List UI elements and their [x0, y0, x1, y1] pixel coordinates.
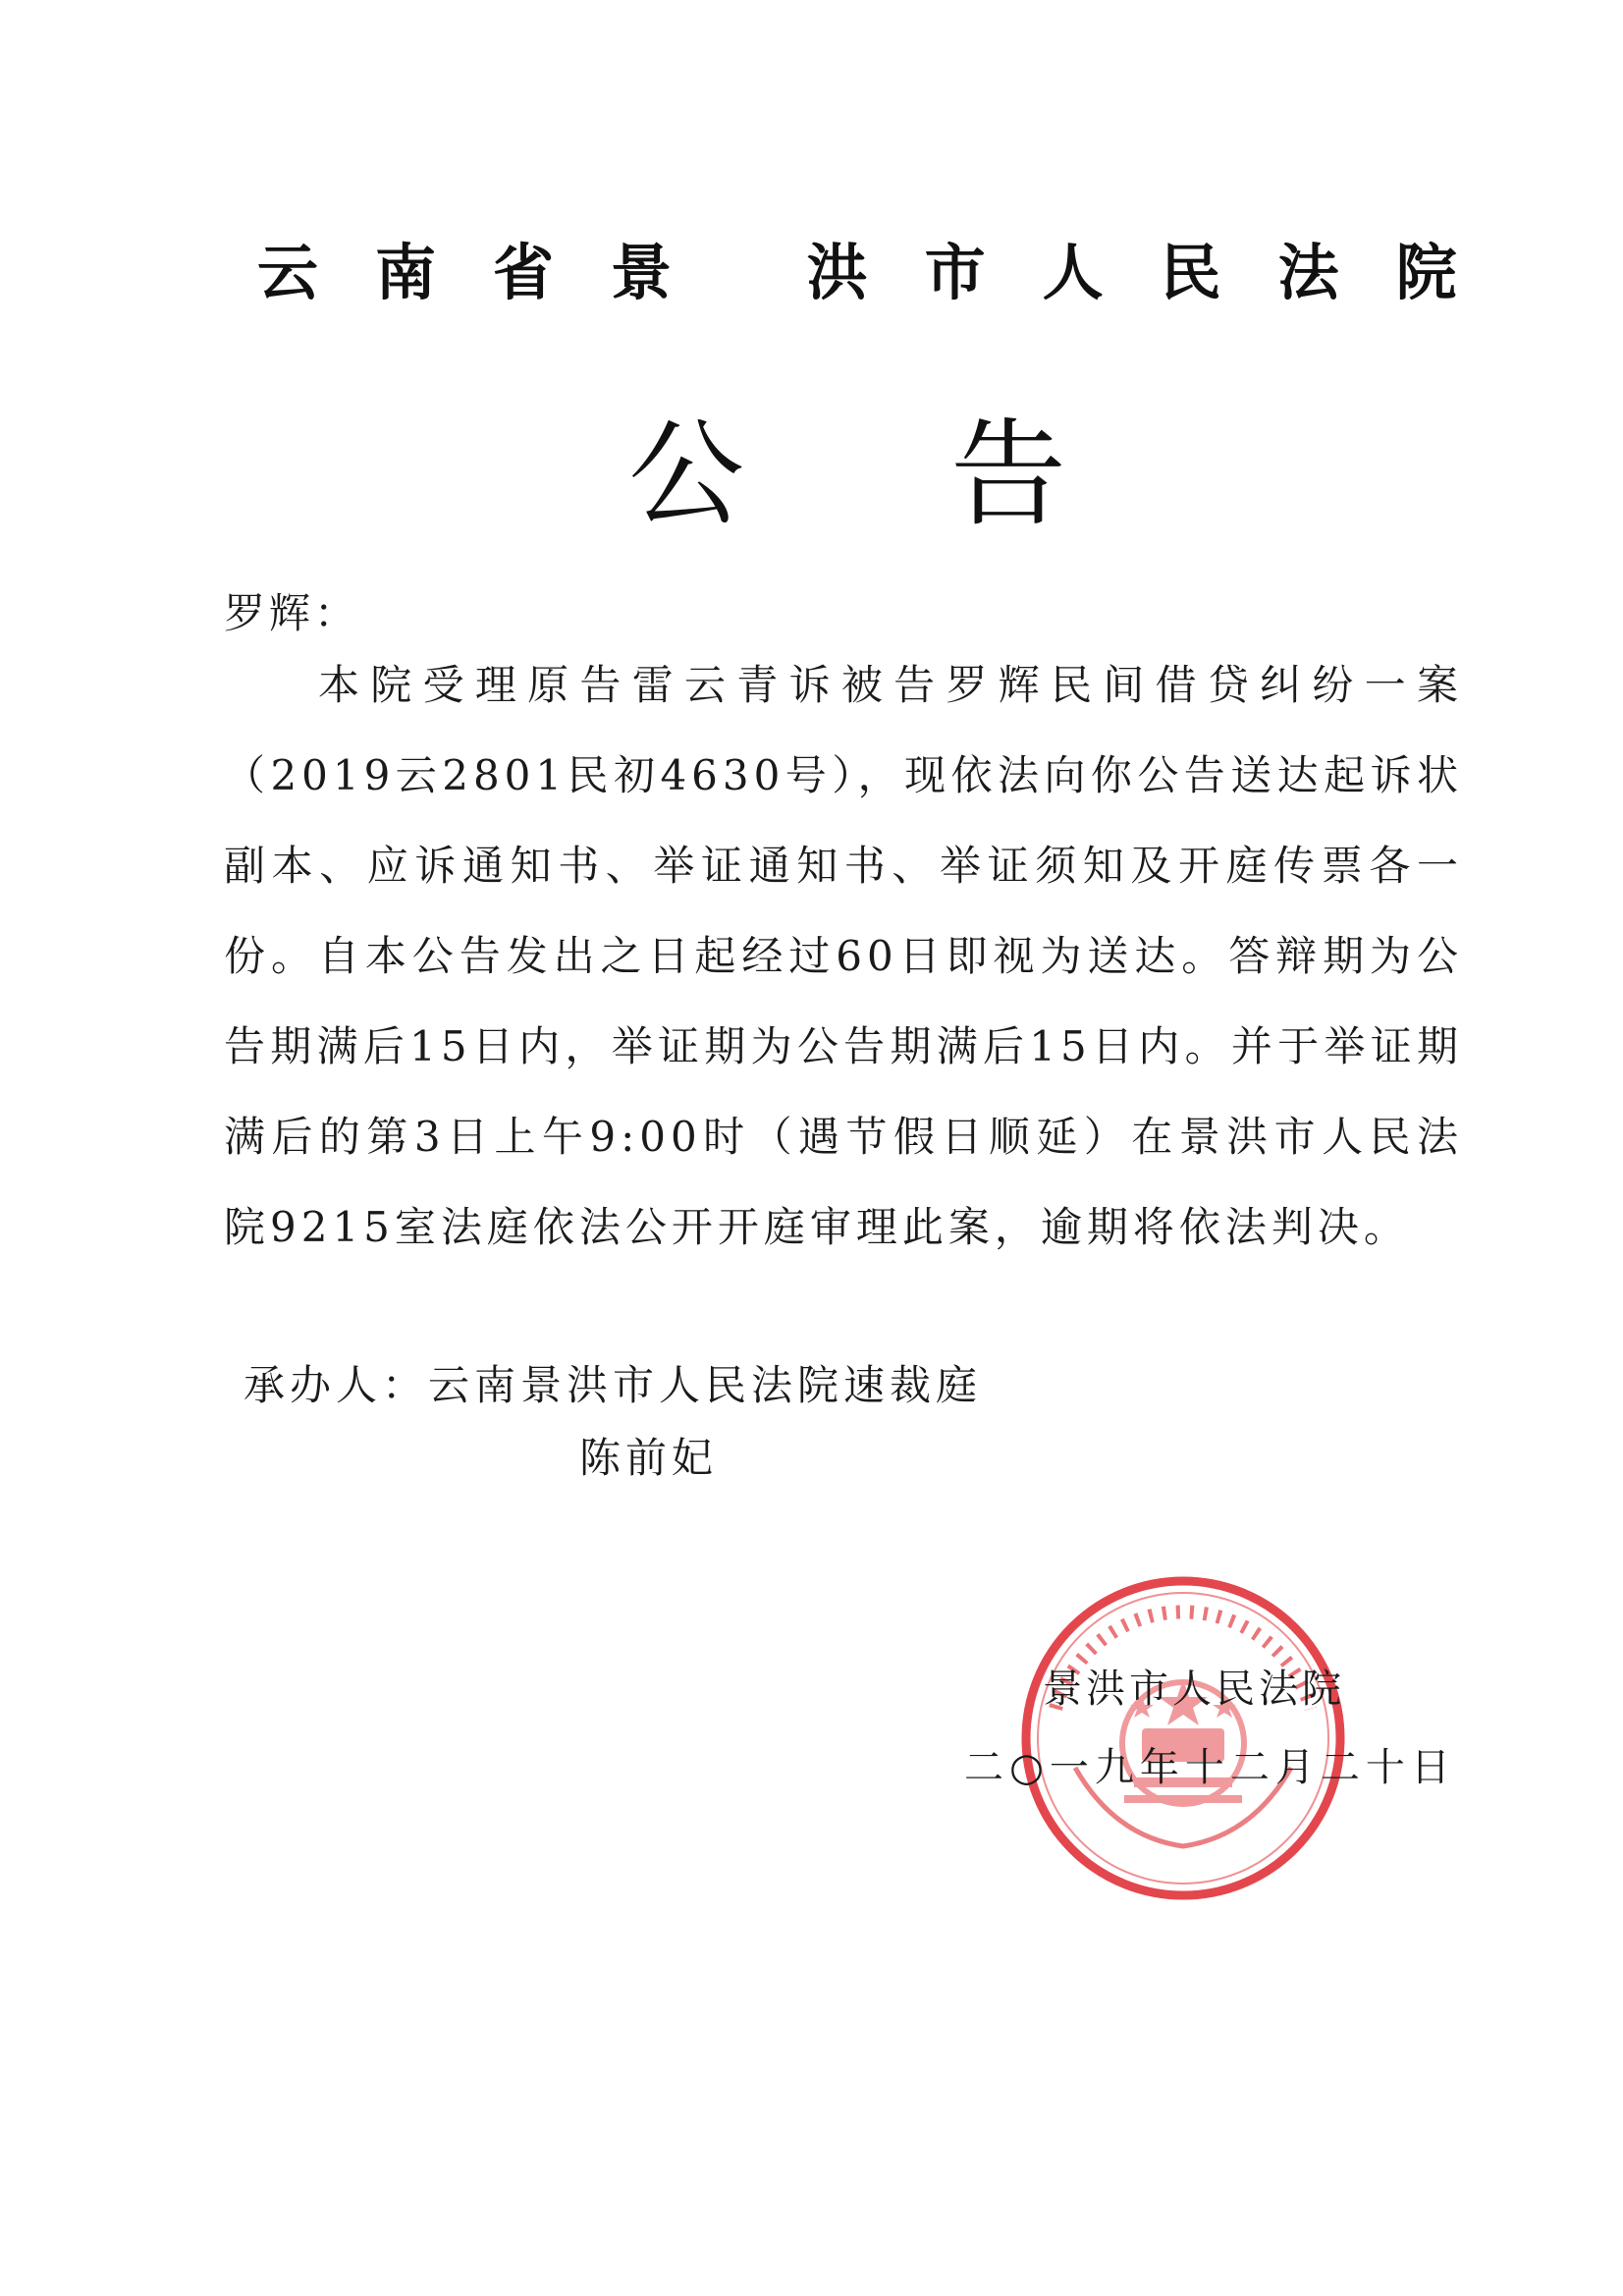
signature-court: 景洪市人民法院	[1043, 1667, 1345, 1712]
court-name-heading: 云南省景 洪市人民法院	[257, 237, 1514, 308]
notice-body: 本院受理原告雷云青诉被告罗辉民间借贷纠纷一案（2019云2801民初4630号），现依法向你公告送达起诉状副本、应诉通知书、举证通知书、举证须知及开庭传票各一份。自本公告发出之日起经过60日即视为送达。答辩期为公告期满后15日内，举证期为公告期满后15日内。并于举证期满后的第3日上午9:00时（遇节假日顺延）在景洪市人民法院9215室法庭依法公开开庭审理此案，逾期将依法判决。	[224, 661, 1463, 1251]
handler-name: 陈前妃	[579, 1434, 719, 1482]
notice-title: 公告	[628, 407, 1273, 542]
signature-date: 二○一九年十二月二十日	[964, 1745, 1456, 1790]
handler-label: 承办人：云南景洪市人民法院速裁庭	[243, 1361, 983, 1409]
addressee: 罗辉：	[224, 589, 360, 637]
